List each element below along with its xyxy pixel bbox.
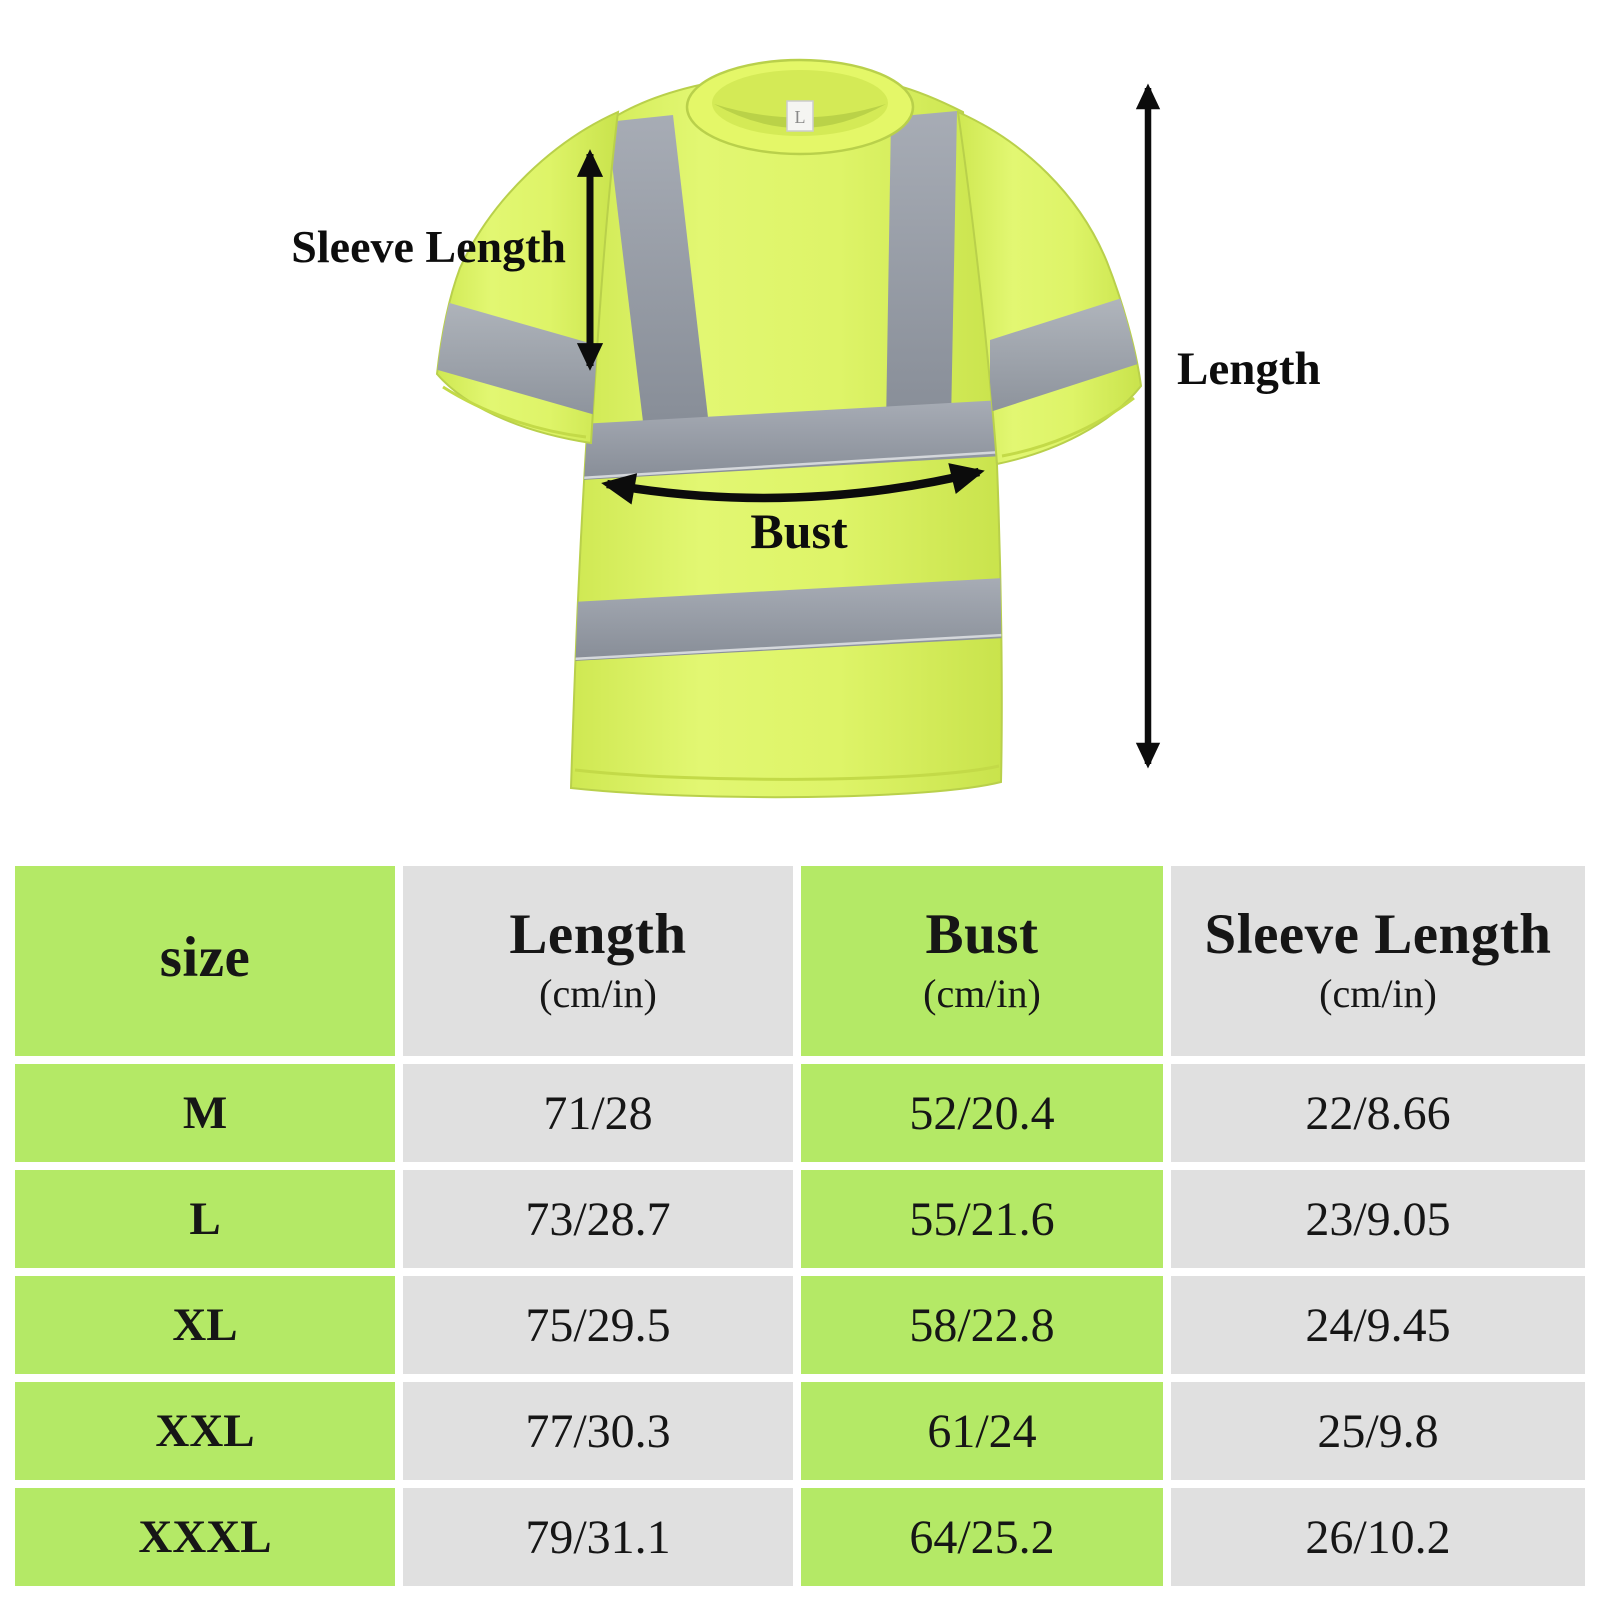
column-label: Bust	[925, 903, 1039, 967]
header-size	[15, 866, 395, 1056]
cell-l-sleeve: 23/9.05	[1171, 1170, 1585, 1268]
column-label: size	[159, 926, 251, 990]
cell-l-length: 73/28.7	[403, 1170, 793, 1268]
cell-m-size: M	[15, 1064, 395, 1162]
bust-label: Bust	[750, 503, 848, 559]
cell-xxl-length: 77/30.3	[403, 1382, 793, 1480]
column-unit: (cm/in)	[1319, 970, 1437, 1016]
cell-xxxl-bust: 64/25.2	[801, 1488, 1163, 1586]
cell-m-length: 71/28	[403, 1064, 793, 1162]
cell-xxxl-length: 79/31.1	[403, 1488, 793, 1586]
cell-xl-size: XL	[15, 1276, 395, 1374]
cell-m-sleeve: 22/8.66	[1171, 1064, 1585, 1162]
cell-xl-length: 75/29.5	[403, 1276, 793, 1374]
cell-xxl-sleeve: 25/9.8	[1171, 1382, 1585, 1480]
length-label: Length	[1177, 343, 1321, 395]
header-sleeve-length	[1171, 866, 1585, 1056]
cell-xxxl-sleeve: 26/10.2	[1171, 1488, 1585, 1586]
cell-xxl-size: XXL	[15, 1382, 395, 1480]
cell-xl-bust: 58/22.8	[801, 1276, 1163, 1374]
cell-xxl-bust: 61/24	[801, 1382, 1163, 1480]
column-label: Length	[509, 903, 687, 967]
size-table	[15, 866, 1577, 1586]
cell-xxxl-size: XXXL	[15, 1488, 395, 1586]
cell-l-size: L	[15, 1170, 395, 1268]
column-unit: (cm/in)	[923, 970, 1041, 1016]
sleeve-length-label: Sleeve Length	[291, 221, 566, 272]
header-length	[403, 866, 793, 1056]
cell-m-bust: 52/20.4	[801, 1064, 1163, 1162]
reflective-stripe-vertical-right	[886, 111, 957, 427]
column-unit: (cm/in)	[539, 970, 657, 1016]
header-bust	[801, 866, 1163, 1056]
collar-tag-letter: L	[794, 107, 806, 127]
collar	[687, 60, 913, 154]
cell-xl-sleeve: 24/9.45	[1171, 1276, 1585, 1374]
cell-l-bust: 55/21.6	[801, 1170, 1163, 1268]
column-label: Sleeve Length	[1204, 903, 1552, 967]
